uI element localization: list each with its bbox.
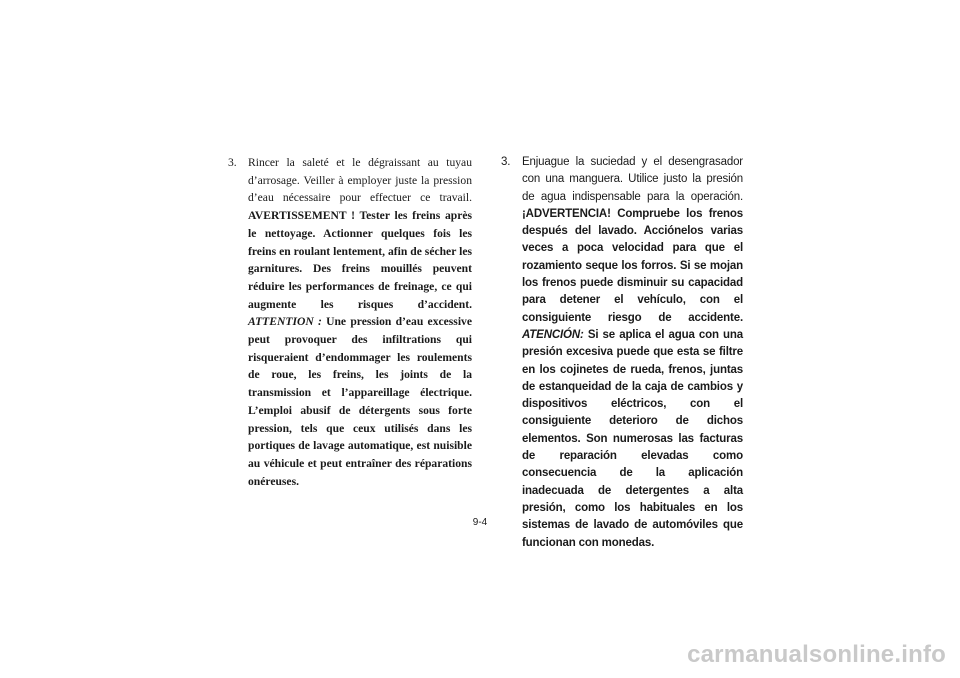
- french-step-number: 3.: [228, 156, 237, 169]
- spanish-column: [501, 154, 743, 552]
- french-step-3: [228, 154, 472, 490]
- watermark-logo: carmanualsonline.info: [687, 641, 946, 668]
- french-attention-label: ATTENTION :: [248, 315, 322, 329]
- spanish-step-number: 3.: [501, 156, 511, 168]
- french-column: [228, 154, 472, 490]
- spanish-warning-text: ¡ADVERTENCIA! Compruebe los frenos después del lavado. Acciónelos varias veces a poca velocidad para que el rozamiento seque los forros. Si se mojan los frenos puede disminuir su capacidad para detener el vehículo, con el consiguiente riesgo de accidente.: [522, 207, 743, 324]
- french-intro-text: Rincer la saleté et le dégraissant au tuyau d’arrosage. Veiller à employer juste la pression d’eau nécessaire pour effectuer ce travail.: [248, 156, 472, 205]
- spanish-step-3: [501, 154, 743, 552]
- page-number: 9-4: [472, 517, 488, 528]
- spanish-intro-text: Enjuague la suciedad y el desengrasador con una manguera. Utilice justo la presión de agua indispensable para la operación.: [522, 156, 743, 203]
- spanish-attention-text: Si se aplica el agua con una presión excesiva puede que esta se filtre en los cojinetes de rueda, frenos, juntas de estanqueidad de la caja de cambios y dispositivos eléctricos, con el consiguiente deterioro de dichos elementos. Son numerosas las facturas de reparación elevadas como consecuencia de la aplicación inadecuada de detergentes a alta presión, como los habituales en los sistemas de lavado de automóviles que funcionan con monedas.: [522, 328, 743, 549]
- spanish-attention-label: ATENCIÓN:: [522, 328, 584, 341]
- french-warning-text: AVERTISSEMENT ! Tester les freins après le nettoyage. Actionner quelques fois les freins en roulant lentement, afin de sécher les garnitures. Des freins mouillés peuvent réduire les performances de freinage, ce qui augmente les risques d’accident.: [248, 209, 472, 311]
- french-attention-text: Une pression d’eau excessive peut provoquer des infiltrations qui risqueraient d’endommager les roulements de roue, les freins, les joints de la transmission et l’appareillage électrique. L’emploi abusif de détergents sous forte pression, tels que ceux utilisés dans les portiques de lavage automatique, est nuisible au véhicule et peut entraîner des réparations onéreuses.: [248, 315, 472, 488]
